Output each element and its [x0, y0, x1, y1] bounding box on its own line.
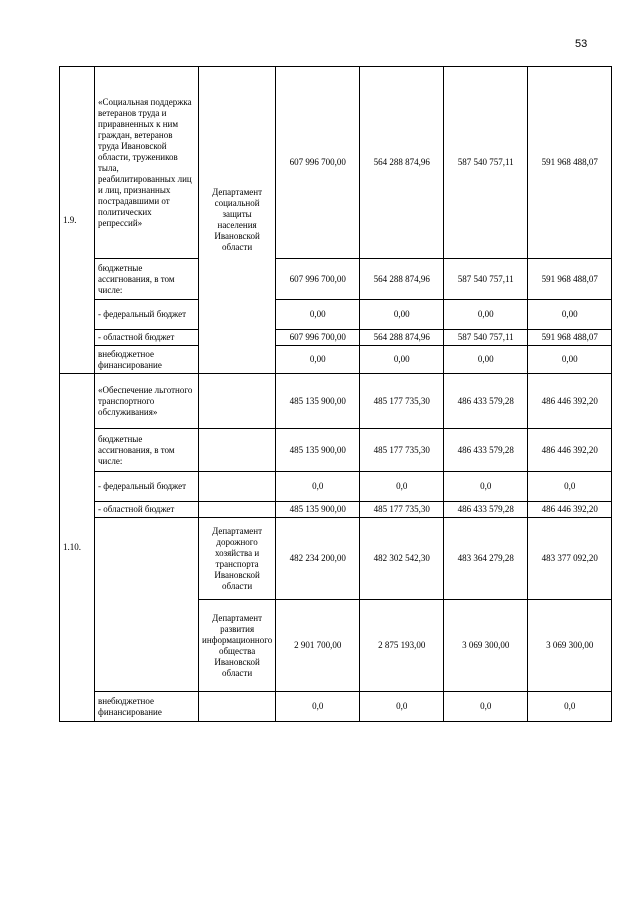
value-cell: 2 875 193,00: [360, 600, 444, 692]
value-cell: 0,0: [276, 692, 360, 722]
row-name: внебюджетное финансирование: [95, 692, 199, 722]
value-cell: 0,00: [444, 346, 528, 374]
value-cell: 0,00: [360, 346, 444, 374]
value-cell: 485 135 900,00: [276, 429, 360, 472]
row-name: бюджетные ассигнования, в том числе:: [95, 259, 199, 300]
page-number: 53: [575, 38, 588, 50]
department-cell: [199, 502, 276, 518]
value-cell: 591 968 488,07: [528, 67, 612, 259]
row-name: бюджетные ассигнования, в том числе:: [95, 429, 199, 472]
table-row: [60, 300, 612, 330]
table-row: [60, 259, 612, 300]
department-cell: [199, 374, 276, 429]
row-name: - федеральный бюджет: [95, 472, 199, 502]
table-row: [60, 692, 612, 722]
table-row: [60, 518, 612, 600]
value-cell: 486 433 579,28: [444, 429, 528, 472]
value-cell: 482 302 542,30: [360, 518, 444, 600]
row-name: [95, 518, 199, 692]
value-cell: 587 540 757,11: [444, 259, 528, 300]
value-cell: 607 996 700,00: [276, 330, 360, 346]
value-cell: 0,00: [528, 346, 612, 374]
value-cell: 607 996 700,00: [276, 259, 360, 300]
value-cell: 2 901 700,00: [276, 600, 360, 692]
table-row: [60, 346, 612, 374]
value-cell: 591 968 488,07: [528, 330, 612, 346]
value-cell: 485 135 900,00: [276, 502, 360, 518]
value-cell: 0,00: [444, 300, 528, 330]
value-cell: 486 446 392,20: [528, 502, 612, 518]
value-cell: 483 377 092,20: [528, 518, 612, 600]
department-cell: Департамент развития информационного общества Ивановской области: [199, 600, 276, 692]
budget-table: [59, 66, 612, 722]
value-cell: 486 433 579,28: [444, 374, 528, 429]
value-cell: 486 446 392,20: [528, 429, 612, 472]
value-cell: 0,0: [528, 692, 612, 722]
value-cell: 564 288 874,96: [360, 259, 444, 300]
table-row: [60, 330, 612, 346]
value-cell: 0,0: [360, 472, 444, 502]
department-cell: [199, 692, 276, 722]
row-name: «Социальная поддержка ветеранов труда и приравненных к ним граждан, ветеранов труда Ивановской области, тружеников тыла, реабилитированных лиц и лиц, признанных пострадавшими от политических репрессий»: [95, 67, 199, 259]
value-cell: 564 288 874,96: [360, 330, 444, 346]
value-cell: 0,00: [360, 300, 444, 330]
value-cell: 0,0: [528, 472, 612, 502]
row-number: 1.10.: [60, 374, 95, 722]
value-cell: 3 069 300,00: [528, 600, 612, 692]
value-cell: 0,0: [444, 692, 528, 722]
row-name: внебюджетное финансирование: [95, 346, 199, 374]
value-cell: 486 433 579,28: [444, 502, 528, 518]
department-cell: Департамент социальной защиты населения Ивановской области: [199, 67, 276, 374]
value-cell: 564 288 874,96: [360, 67, 444, 259]
row-name: - федеральный бюджет: [95, 300, 199, 330]
department-cell: Департамент дорожного хозяйства и транспорта Ивановской области: [199, 518, 276, 600]
value-cell: 0,00: [276, 346, 360, 374]
row-name: - областной бюджет: [95, 502, 199, 518]
value-cell: 486 446 392,20: [528, 374, 612, 429]
department-cell: [199, 429, 276, 472]
row-name: - областной бюджет: [95, 330, 199, 346]
value-cell: 485 177 735,30: [360, 374, 444, 429]
department-cell: [199, 472, 276, 502]
value-cell: 607 996 700,00: [276, 67, 360, 259]
value-cell: 3 069 300,00: [444, 600, 528, 692]
table-row: [60, 374, 612, 429]
value-cell: 591 968 488,07: [528, 259, 612, 300]
table-row: [60, 502, 612, 518]
value-cell: 0,00: [528, 300, 612, 330]
value-cell: 482 234 200,00: [276, 518, 360, 600]
value-cell: 0,0: [276, 472, 360, 502]
value-cell: 0,0: [444, 472, 528, 502]
value-cell: 485 177 735,30: [360, 429, 444, 472]
value-cell: 0,0: [360, 692, 444, 722]
row-number: 1.9.: [60, 67, 95, 374]
value-cell: 587 540 757,11: [444, 330, 528, 346]
table-row: [60, 67, 612, 259]
table-row: [60, 429, 612, 472]
value-cell: 0,00: [276, 300, 360, 330]
value-cell: 485 177 735,30: [360, 502, 444, 518]
table-row: [60, 472, 612, 502]
value-cell: 485 135 900,00: [276, 374, 360, 429]
value-cell: 587 540 757,11: [444, 67, 528, 259]
row-name: «Обеспечение льготного транспортного обслуживания»: [95, 374, 199, 429]
value-cell: 483 364 279,28: [444, 518, 528, 600]
